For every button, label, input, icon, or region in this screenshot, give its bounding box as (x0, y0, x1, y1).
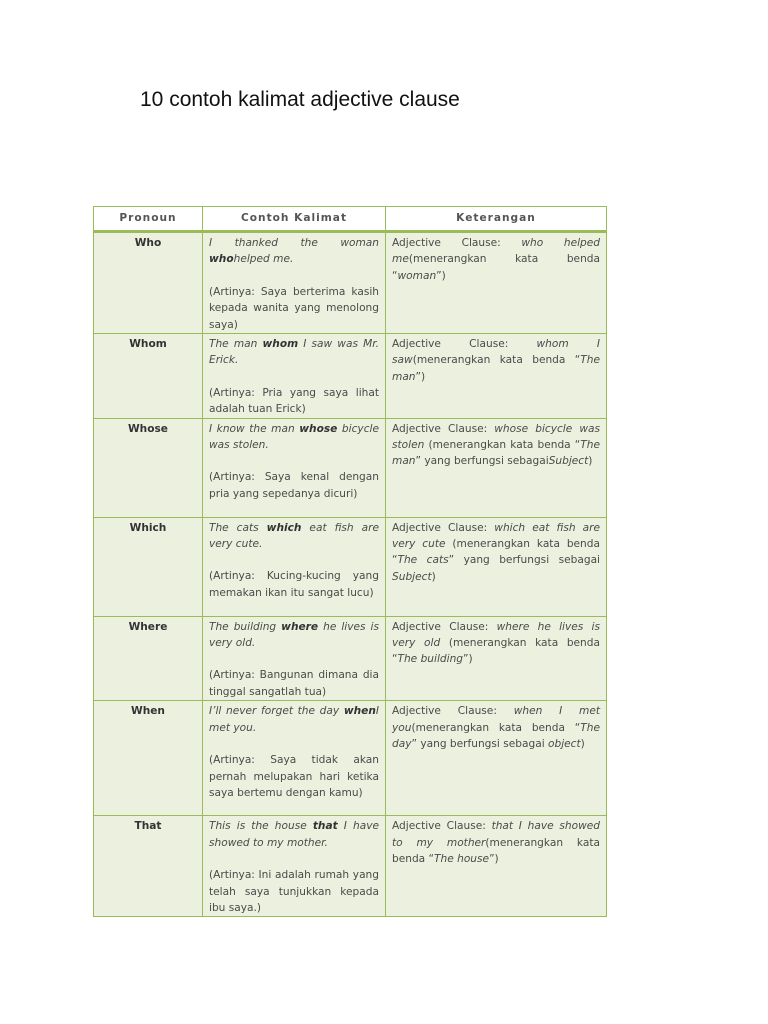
example-sentence: The man whom I saw was Mr. Erick. (209, 338, 379, 367)
translation: (Artinya: Kucing-kucing yang memakan ikan itu sangat lucu) (209, 570, 379, 599)
example-cell (203, 616, 386, 701)
header-keterangan: Keterangan (386, 207, 607, 232)
pronoun-cell: Whose (94, 418, 203, 517)
example-sentence: This is the house that I have showed to my mother. (209, 820, 379, 849)
pronoun-cell: Whom (94, 334, 203, 419)
keterangan-cell: Adjective Clause: that I have showed to my mother(menerangkan kata benda “The house”) (386, 816, 607, 917)
keterangan-cell: Adjective Clause: where he lives is very old (menerangkan kata benda “The building”) (386, 616, 607, 701)
table-row (94, 232, 607, 334)
example-cell (203, 418, 386, 517)
keterangan-cell: Adjective Clause: when I met you(menerangkan kata benda “The day” yang berfungsi sebagai object) (386, 701, 607, 816)
table-row (94, 517, 607, 616)
pronoun-highlight: who (209, 253, 234, 266)
table-row (94, 701, 607, 816)
example-sentence: The building where he lives is very old. (209, 620, 379, 650)
pronoun-highlight: whose (299, 422, 338, 435)
example-cell (203, 701, 386, 816)
example-cell (203, 517, 386, 616)
pronoun-highlight: where (281, 620, 319, 633)
pronoun-highlight: whom (262, 338, 299, 351)
pronoun-cell: Who (94, 232, 203, 334)
keterangan-cell: Adjective Clause: whom I saw(menerangkan kata benda “The man”) (386, 334, 607, 419)
table-row (94, 816, 607, 917)
pronoun-highlight: when (343, 705, 376, 718)
example-sentence: I’ll never forget the day whenI met you. (209, 705, 379, 734)
pronoun-cell: When (94, 701, 203, 816)
pronoun-cell: That (94, 816, 203, 917)
example-cell (203, 232, 386, 334)
translation: (Artinya: Saya kenal dengan pria yang sepedanya dicuri) (209, 471, 379, 500)
translation: (Artinya: Bangunan dimana dia tinggal sangatlah tua) (209, 669, 379, 698)
pronoun-cell: Where (94, 616, 203, 701)
header-contoh-kalimat: Contoh Kalimat (203, 207, 386, 232)
pronoun-highlight: which (266, 521, 302, 534)
table-row (94, 418, 607, 517)
adjective-clause-table (93, 206, 607, 917)
keterangan-cell: Adjective Clause: whose bicycle was stolen (menerangkan kata benda “The man” yang berfungsi sebagaiSubject) (386, 418, 607, 517)
translation: (Artinya: Saya tidak akan pernah melupakan hari ketika saya bertemu dengan kamu) (209, 754, 379, 799)
keterangan-cell: Adjective Clause: who helped me(menerangkan kata benda “woman”) (386, 232, 607, 334)
translation: (Artinya: Pria yang saya lihat adalah tuan Erick) (209, 386, 379, 416)
example-sentence: I thanked the woman whohelped me. (209, 237, 379, 266)
example-sentence: The cats which eat fish are very cute. (209, 521, 379, 551)
example-cell (203, 334, 386, 419)
pronoun-highlight: that (312, 820, 338, 833)
translation: (Artinya: Ini adalah rumah yang telah saya tunjukkan kepada ibu saya.) (209, 869, 379, 914)
keterangan-cell: Adjective Clause: which eat fish are very cute (menerangkan kata benda “The cats” yang berfungsi sebagai Subject) (386, 517, 607, 616)
table-row (94, 616, 607, 701)
table-header-row (94, 207, 607, 232)
page-title: 10 contoh kalimat adjective clause (140, 88, 460, 111)
example-sentence: I know the man whose bicycle was stolen. (209, 422, 379, 452)
header-pronoun: Pronoun (94, 207, 203, 232)
pronoun-cell: Which (94, 517, 203, 616)
translation: (Artinya: Saya berterima kasih kepada wanita yang menolong saya) (209, 285, 379, 331)
table-row (94, 334, 607, 419)
example-cell (203, 816, 386, 917)
